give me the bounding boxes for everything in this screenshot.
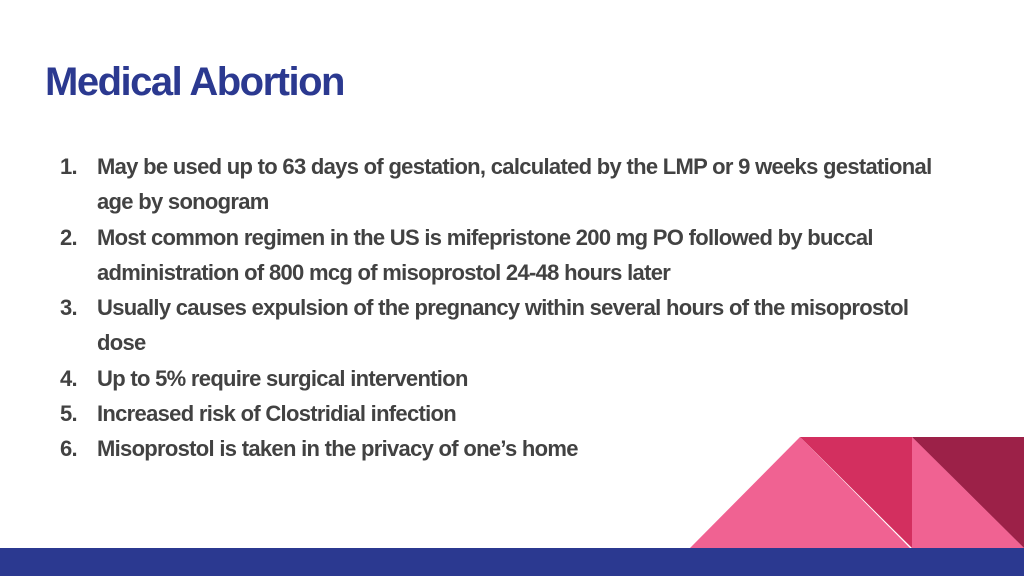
list-item-text: Misoprostol is taken in the privacy of one’s home bbox=[97, 436, 578, 462]
slide-title: Medical Abortion bbox=[45, 60, 344, 104]
list-item-number: 1. bbox=[60, 154, 77, 179]
footer-bar bbox=[0, 548, 1024, 576]
list-item-number: 3. bbox=[60, 295, 77, 321]
list-item-text: Usually causes expulsion of the pregnancy within several hours of the misoprostol dose bbox=[97, 295, 909, 356]
list-item-text: Most common regimen in the US is mifepristone 200 mg PO followed by buccal administration of 800 mcg of misoprostol 24-48 hours later bbox=[97, 224, 873, 285]
list-item-text: May be used up to 63 days of gestation, calculated by the LMP or 9 weeks gestational age by sonogram bbox=[97, 154, 932, 215]
list-item-number: 6. bbox=[60, 436, 77, 462]
list-item-text: Increased risk of Clostridial infection bbox=[97, 401, 457, 427]
list-item-number: 5. bbox=[60, 401, 77, 427]
list-item-text: Up to 5% require surgical intervention bbox=[97, 365, 468, 391]
list-item-number: 4. bbox=[60, 365, 77, 391]
list-item-number: 2. bbox=[60, 224, 77, 250]
